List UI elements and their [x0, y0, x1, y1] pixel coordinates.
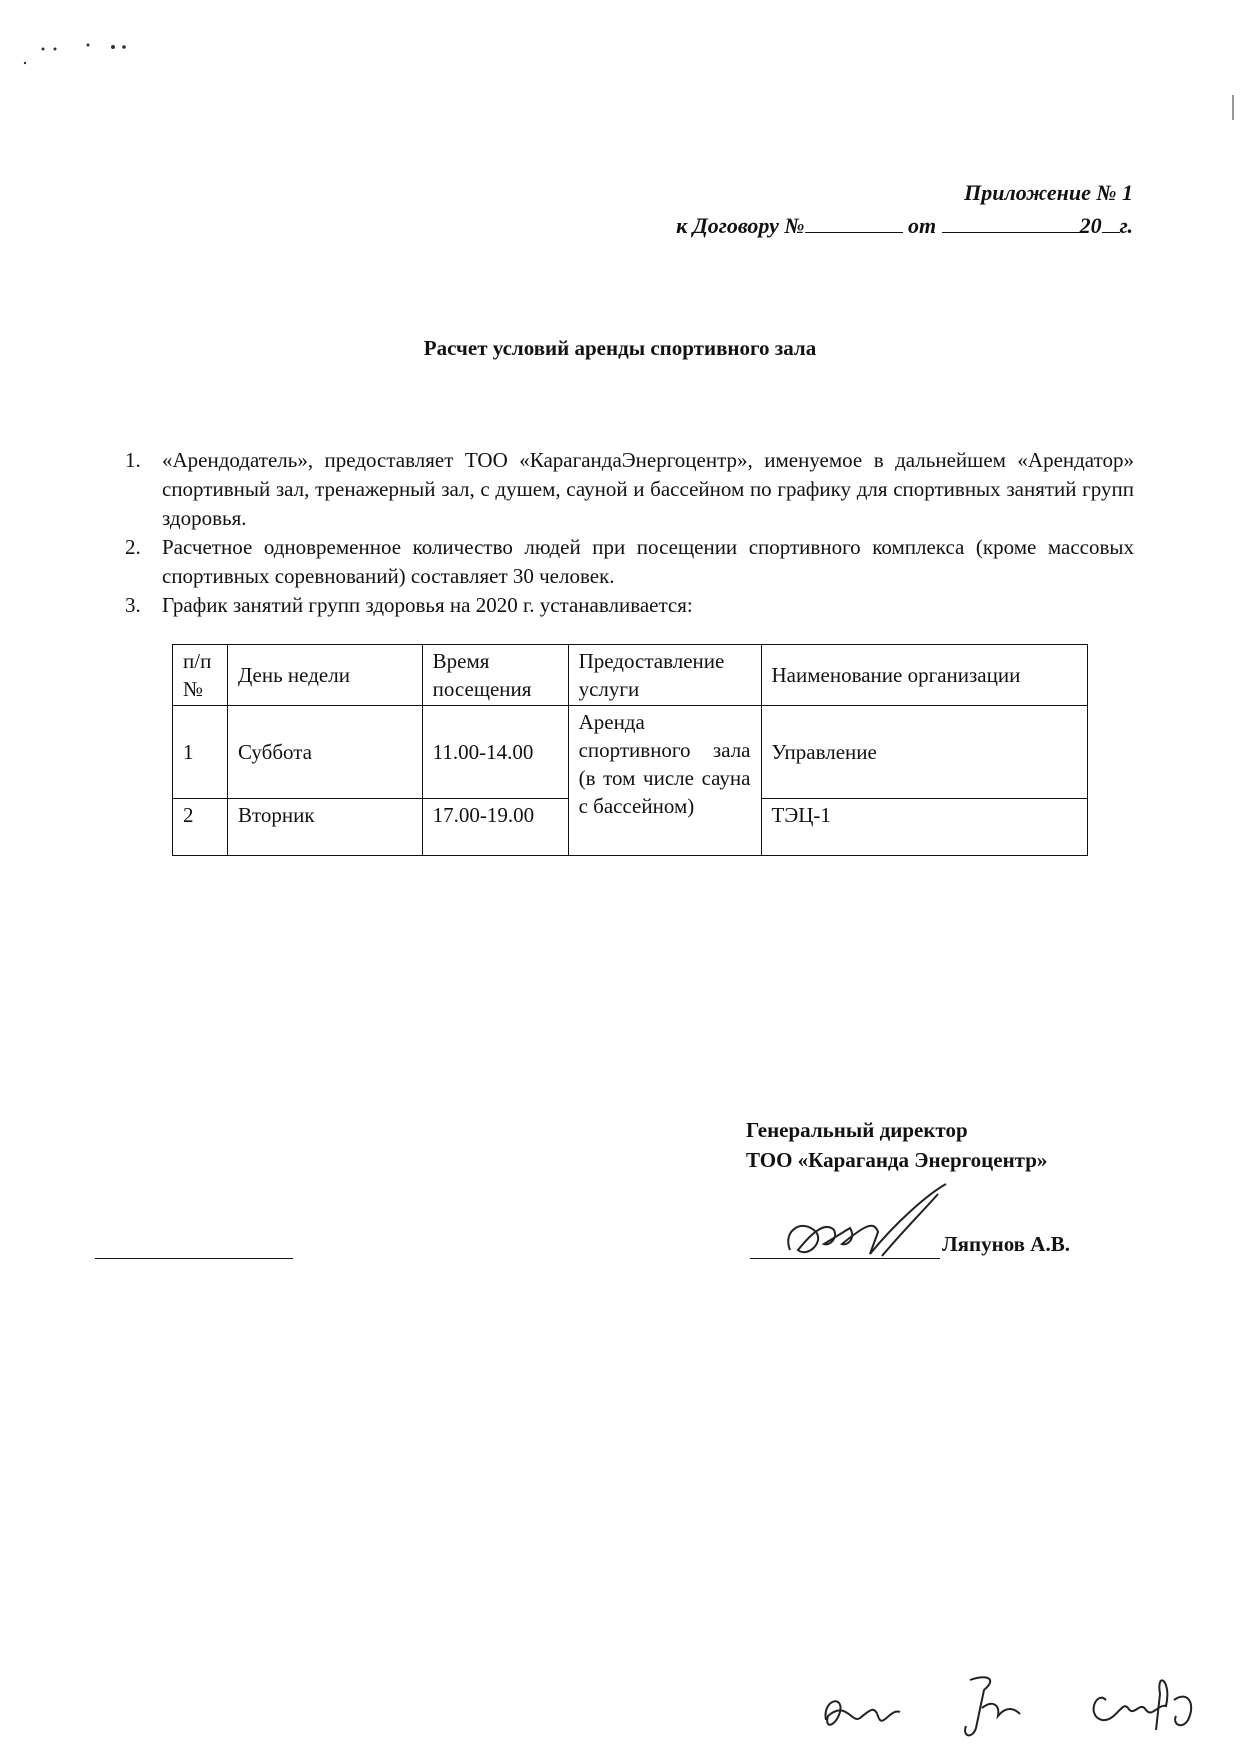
- contract-number-blank: [805, 212, 903, 233]
- item-text: «Арендодатель», предоставляет ТОО «КарагандаЭнергоцентр», именуемое в дальнейшем «Арендатор» спортивный зал, тренажерный зал, с душем, сауной и бассейном по графику для спортивных занятий групп здоровья.: [162, 448, 1134, 530]
- document-title: Расчет условий аренды спортивного зала: [423, 336, 817, 360]
- terms-list: [125, 446, 1134, 620]
- row-day: Суббота: [227, 706, 422, 799]
- item-number: 1.: [125, 448, 141, 472]
- contract-line: [676, 209, 1133, 242]
- year-prefix: 20: [1079, 213, 1102, 238]
- item-number: 3.: [125, 593, 141, 617]
- year-blank: [1102, 212, 1120, 233]
- header-time: Время посещения: [422, 645, 568, 706]
- header-number: п/п №: [173, 645, 228, 706]
- list-item: [125, 446, 1134, 533]
- schedule-table: [172, 644, 1088, 856]
- item-number: 2.: [125, 535, 141, 559]
- list-item: [125, 591, 1134, 620]
- initials-marks: [816, 1660, 1206, 1750]
- list-item: [125, 533, 1134, 591]
- signatory-block: [746, 1115, 1047, 1175]
- row-time: 11.00-14.00: [422, 706, 568, 799]
- header-day: День недели: [227, 645, 422, 706]
- signatory-position: Генеральный директор: [746, 1118, 968, 1142]
- handwritten-signature: [778, 1180, 958, 1270]
- row-time: 17.00-19.00: [422, 799, 568, 856]
- signatory-name: Ляпунов А.В.: [942, 1232, 1070, 1256]
- header-organization: Наименование организации: [761, 645, 1088, 706]
- item-text: Расчетное одновременное количество людей при посещении спортивного комплекса (кроме массовых спортивных соревнований) составляет 30 человек.: [162, 535, 1134, 588]
- row-day: Вторник: [227, 799, 422, 856]
- row-organization: Управление: [761, 706, 1088, 799]
- table-header-row: [173, 645, 1088, 706]
- contract-date-blank: [942, 212, 1080, 233]
- appendix-line: Приложение № 1: [964, 180, 1133, 205]
- row-number: 1: [173, 706, 228, 799]
- contract-prefix: к Договору №: [676, 213, 805, 238]
- signature-line: [750, 1258, 940, 1259]
- year-suffix: г.: [1119, 213, 1133, 238]
- service-cell: Аренда спортивного зала (в том числе сауна с бассейном): [568, 706, 761, 856]
- scan-specks: [0, 0, 1240, 120]
- item-text: График занятий групп здоровья на 2020 г. устанавливается:: [162, 593, 693, 617]
- left-signature-line: [95, 1258, 293, 1259]
- appendix-header: [676, 176, 1133, 242]
- contract-from: от: [908, 213, 937, 238]
- table-row: [173, 706, 1088, 799]
- signatory-company: ТОО «Караганда Энергоцентр»: [746, 1148, 1048, 1172]
- header-service: Предоставление услуги: [568, 645, 761, 706]
- row-organization: ТЭЦ-1: [761, 799, 1088, 856]
- row-number: 2: [173, 799, 228, 856]
